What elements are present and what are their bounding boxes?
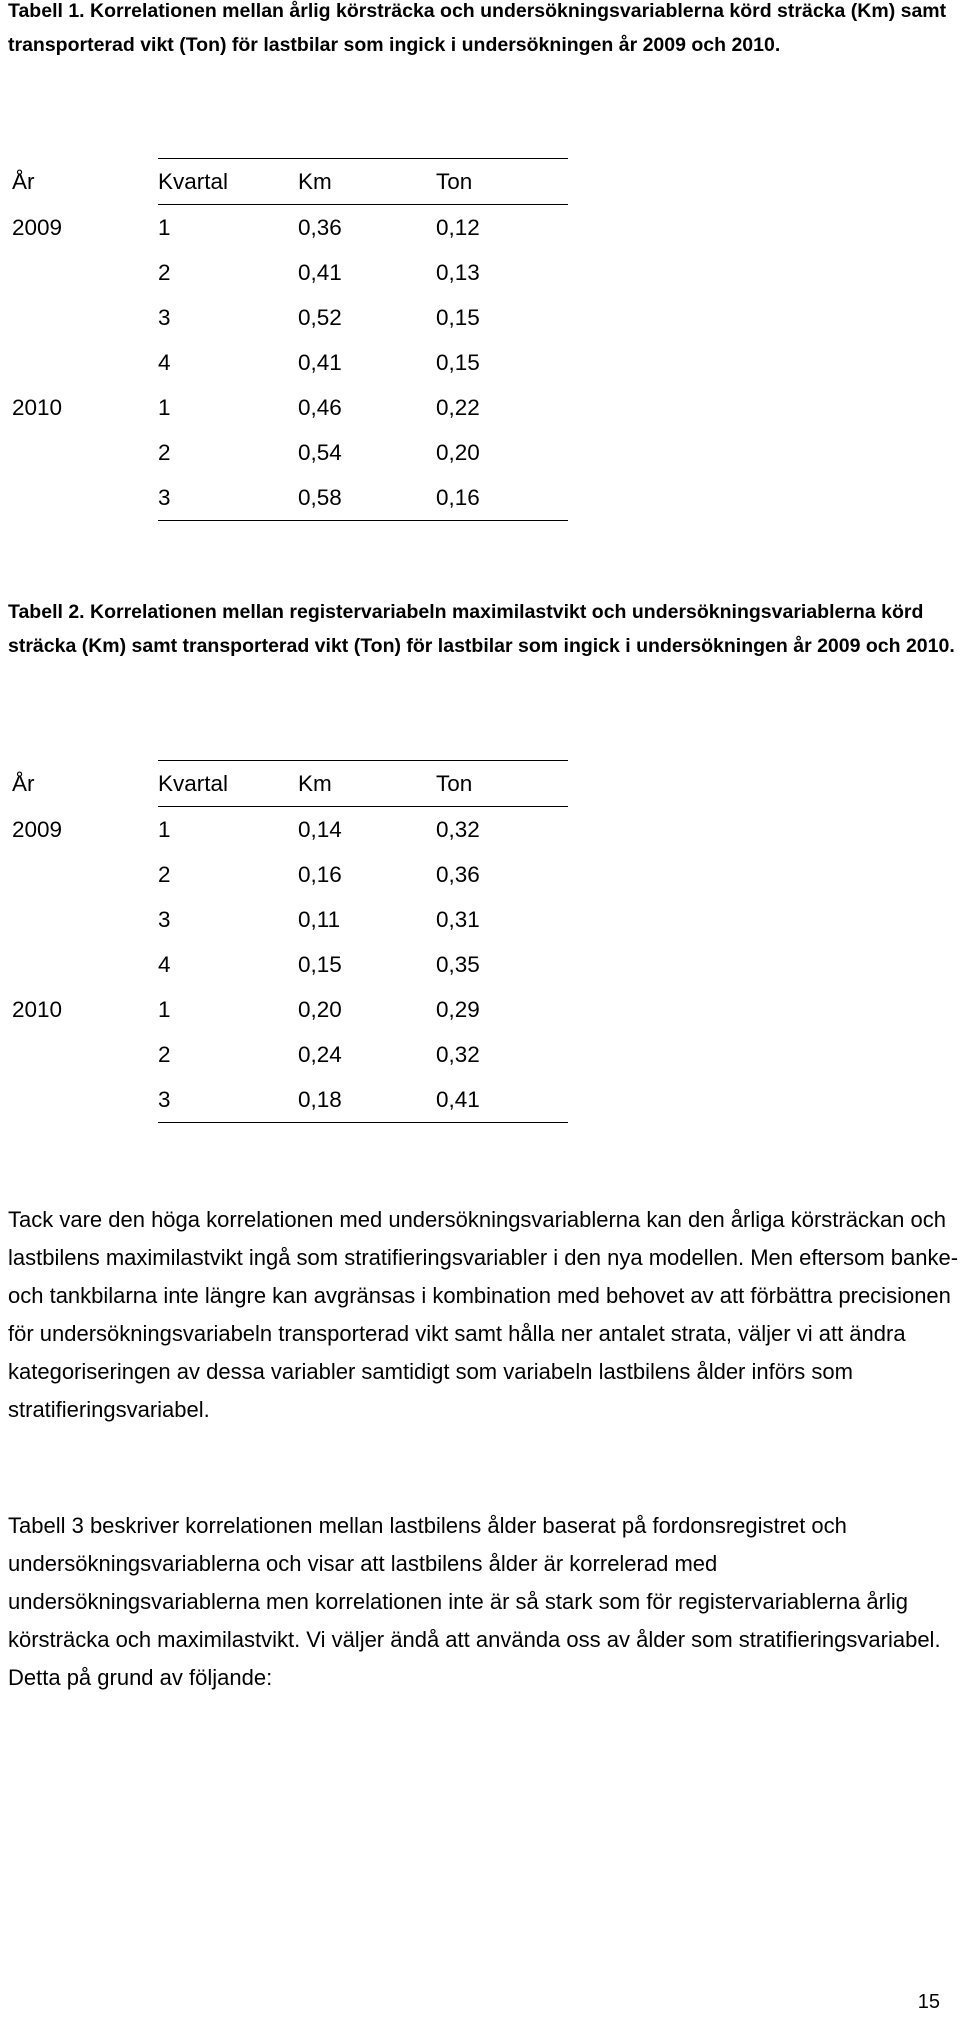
- page-number: 15: [917, 1991, 940, 2013]
- table1-header-kvartal: Kvartal: [158, 159, 298, 205]
- table2-cell-year: 2010: [12, 997, 63, 1022]
- table2-cell-ton: 0,31: [436, 907, 480, 932]
- table2-cell-km: 0,18: [298, 1077, 436, 1123]
- table-row: [6, 475, 568, 521]
- table-row: [6, 942, 568, 987]
- table1-cell-year: 2010: [12, 395, 63, 420]
- table-row: [6, 295, 568, 340]
- table2-cell-kvartal: 2: [158, 1042, 171, 1067]
- table1-cell-km: 0,46: [298, 395, 342, 420]
- table2-cell-year: [6, 852, 158, 897]
- table1-cell-km: 0,52: [298, 305, 342, 330]
- table1-header-year: År: [12, 169, 35, 194]
- table1-cell-year: [6, 295, 158, 340]
- table1-cell-km: 0,54: [298, 440, 342, 465]
- table-row: [6, 1077, 568, 1123]
- table2-cell-kvartal: 1: [158, 817, 171, 842]
- table-row: [6, 340, 568, 385]
- table-row: [6, 807, 568, 853]
- body-paragraph-2: Tabell 3 beskriver korrelationen mellan lastbilens ålder baserat på fordonsregistret och undersökningsvariablerna och visar att lastbilens ålder är korrelerad med undersökningsvariablerna men korrelationen inte är så stark som för registervariablerna årlig körsträcka och maximilastvikt. Vi väljer ändå att använda oss av ålder som stratifieringsvariabel. Detta på grund av följande:: [8, 1513, 941, 1690]
- table-row: [6, 205, 568, 251]
- table2-cell-km: 0,15: [298, 952, 342, 977]
- table1-caption: Tabell 1. Korrelationen mellan årlig körsträcka och undersökningsvariablerna körd sträcka (Km) samt transporterad vikt (Ton) för lastbilar som ingick i undersökningen år 2009 och 2010.: [8, 0, 947, 56]
- table1: [6, 158, 568, 521]
- table1-cell-ton: 0,13: [436, 260, 480, 285]
- table2-cell-km: 0,11: [298, 907, 341, 932]
- table-row: [6, 987, 568, 1032]
- table1-cell-ton: 0,15: [436, 350, 480, 375]
- table1-cell-km: 0,41: [298, 350, 342, 375]
- table2-cell-year: [6, 897, 158, 942]
- table2-cell-kvartal: 2: [158, 862, 171, 887]
- table2-cell-km: 0,20: [298, 997, 342, 1022]
- table1-header-km: Km: [298, 159, 436, 205]
- table1-cell-km: 0,41: [298, 260, 342, 285]
- table2-cell-km: 0,24: [298, 1042, 342, 1067]
- table2-cell-ton: 0,36: [436, 862, 480, 887]
- table1-cell-year: [6, 430, 158, 475]
- table2-cell-kvartal: 3: [158, 907, 171, 932]
- table1-cell-km: 0,58: [298, 475, 436, 521]
- table2-cell-ton: 0,32: [436, 817, 480, 842]
- table1-cell-kvartal: 3: [158, 475, 298, 521]
- table1-cell-km: 0,36: [298, 215, 342, 240]
- table2-cell-year: 2009: [12, 816, 63, 842]
- table1-cell-kvartal: 2: [158, 260, 171, 285]
- table2-header-km: Km: [298, 761, 436, 807]
- table2-cell-ton: 0,32: [436, 1042, 480, 1067]
- table-row: [6, 852, 568, 897]
- table-row: [6, 1032, 568, 1077]
- table2-cell-year: [6, 1032, 158, 1077]
- table1-cell-year: 2009: [12, 214, 63, 240]
- table-row: [6, 430, 568, 475]
- table1-cell-kvartal: 1: [158, 395, 171, 420]
- table1-cell-kvartal: 1: [158, 215, 171, 240]
- table2-cell-kvartal: 4: [158, 952, 171, 977]
- table1-cell-ton: 0,22: [436, 395, 480, 420]
- table1-cell-ton: 0,16: [436, 475, 568, 521]
- table1-cell-year: [6, 475, 158, 521]
- table2-cell-year: [6, 1077, 158, 1123]
- table2-header-row: [6, 761, 568, 807]
- body-paragraph-1: Tack vare den höga korrelationen med undersökningsvariablerna kan den årliga körsträckan och lastbilens maximilastvikt ingå som stratifieringsvariabler i den nya modellen. Men eftersom banke- och tankbilarna inte längre kan avgränsas i kombination med behovet av att förbättra precisionen för undersökningsvariabeln transporterad vikt samt hålla ner antalet strata, väljer vi att ändra kategoriseringen av dessa variabler samtidigt som variabeln lastbilens ålder införs som stratifieringsvariabel.: [8, 1207, 959, 1422]
- table2-caption: Tabell 2. Korrelationen mellan registervariabeln maximilastvikt och undersökningsvariablerna körd sträcka (Km) samt transporterad vikt (Ton) för lastbilar som ingick i undersökningen år 2009 och 2010.: [8, 601, 955, 657]
- table1-cell-kvartal: 4: [158, 350, 171, 375]
- table1-cell-kvartal: 3: [158, 305, 171, 330]
- table1-cell-ton: 0,15: [436, 305, 480, 330]
- table2-cell-km: 0,16: [298, 862, 342, 887]
- table2-header-ton: Ton: [436, 761, 568, 807]
- table1-cell-ton: 0,20: [436, 440, 480, 465]
- table2-cell-year: [6, 942, 158, 987]
- table-row: [6, 250, 568, 295]
- table1-header-ton: Ton: [436, 159, 568, 205]
- table1-cell-kvartal: 2: [158, 440, 171, 465]
- table2-cell-kvartal: 3: [158, 1077, 298, 1123]
- table1-cell-year: [6, 340, 158, 385]
- table-row: [6, 385, 568, 430]
- table2-cell-ton: 0,35: [436, 952, 480, 977]
- table1-header-row: [6, 159, 568, 205]
- table2-cell-ton: 0,41: [436, 1077, 568, 1123]
- table1-cell-ton: 0,12: [436, 215, 480, 240]
- table2-header-year: År: [12, 771, 35, 796]
- table-row: [6, 897, 568, 942]
- table2: [6, 760, 568, 1123]
- table2-cell-ton: 0,29: [436, 997, 480, 1022]
- table1-cell-year: [6, 250, 158, 295]
- table2-cell-kvartal: 1: [158, 997, 171, 1022]
- table2-cell-km: 0,14: [298, 817, 342, 842]
- table2-header-kvartal: Kvartal: [158, 761, 298, 807]
